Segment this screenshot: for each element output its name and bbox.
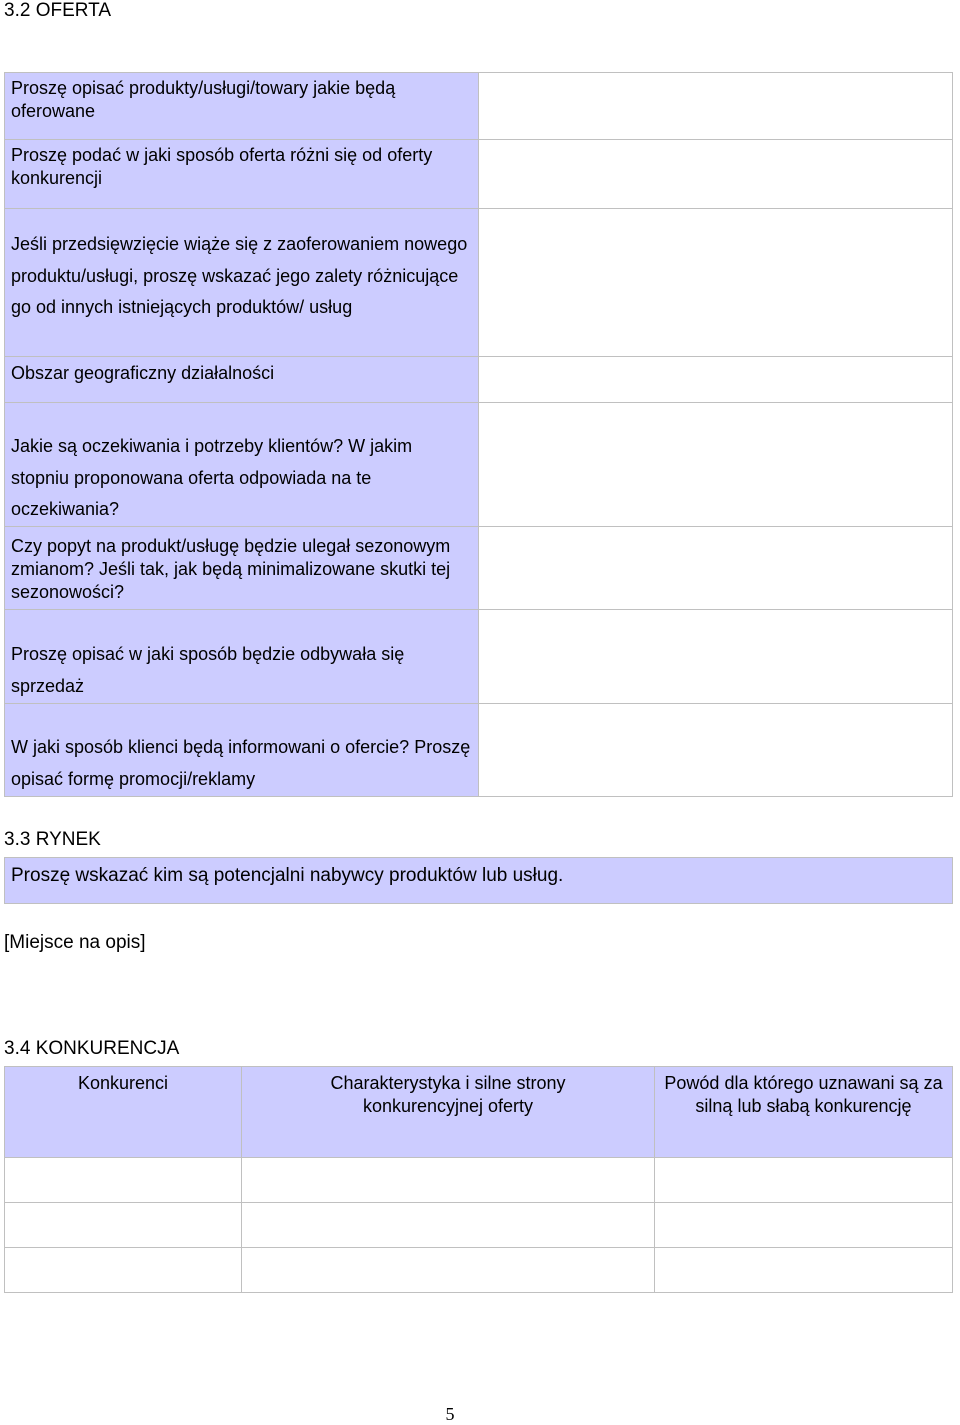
offer-label-difference: Proszę podać w jaki sposób oferta różni się od oferty konkurencji [4, 139, 479, 209]
offer-label-seasonality: Czy popyt na produkt/usługę będzie ulegał sezonowym zmianom? Jeśli tak, jak będą minimalizowane skutki tej sezonowości? [4, 526, 479, 610]
competition-header-competitors: Konkurenci [4, 1066, 242, 1158]
competition-cell[interactable] [4, 1247, 242, 1293]
market-question: Proszę wskazać kim są potencjalni nabywcy produktów lub usług. [4, 857, 953, 904]
page-number: 5 [445, 1404, 455, 1424]
competition-cell[interactable] [241, 1157, 655, 1203]
offer-label-promotion: W jaki sposób klienci będą informowani o ofercie? Proszę opisać formę promocji/reklamy [4, 703, 479, 797]
offer-field-new-product[interactable] [478, 208, 953, 357]
competition-cell[interactable] [241, 1202, 655, 1248]
offer-field-difference[interactable] [478, 139, 953, 209]
offer-field-seasonality[interactable] [478, 526, 953, 610]
offer-label-new-product: Jeśli przedsięwzięcie wiąże się z zaoferowaniem nowego produktu/usługi, proszę wskazać jego zalety różnicujące go od innych istniejących produktów/ usług [4, 208, 479, 357]
competition-cell[interactable] [4, 1157, 242, 1203]
offer-field-products[interactable] [478, 72, 953, 140]
section-heading-offer: 3.2 OFERTA [4, 0, 111, 21]
competition-header-strengths: Charakterystyka i silne strony konkurencyjnej oferty [241, 1066, 655, 1158]
section-heading-market: 3.3 RYNEK [4, 829, 101, 850]
competition-cell[interactable] [654, 1202, 953, 1248]
competition-cell[interactable] [654, 1157, 953, 1203]
offer-label-sales: Proszę opisać w jaki sposób będzie odbywała się sprzedaż [4, 609, 479, 704]
offer-field-sales[interactable] [478, 609, 953, 704]
offer-label-products: Proszę opisać produkty/usługi/towary jakie będą oferowane [4, 72, 479, 140]
market-description-placeholder[interactable]: [Miejsce na opis] [4, 932, 146, 953]
offer-field-customer-needs[interactable] [478, 402, 953, 527]
offer-field-geographic-area[interactable] [478, 356, 953, 403]
competition-cell[interactable] [241, 1247, 655, 1293]
competition-header-reason: Powód dla którego uznawani są za silną lub słabą konkurencję [654, 1066, 953, 1158]
competition-cell[interactable] [4, 1202, 242, 1248]
offer-field-promotion[interactable] [478, 703, 953, 797]
offer-label-customer-needs: Jakie są oczekiwania i potrzeby klientów? W jakim stopniu proponowana oferta odpowiada na te oczekiwania? [4, 402, 479, 527]
offer-label-geographic-area: Obszar geograficzny działalności [4, 356, 479, 403]
section-heading-competition: 3.4 KONKURENCJA [4, 1038, 180, 1059]
competition-cell[interactable] [654, 1247, 953, 1293]
